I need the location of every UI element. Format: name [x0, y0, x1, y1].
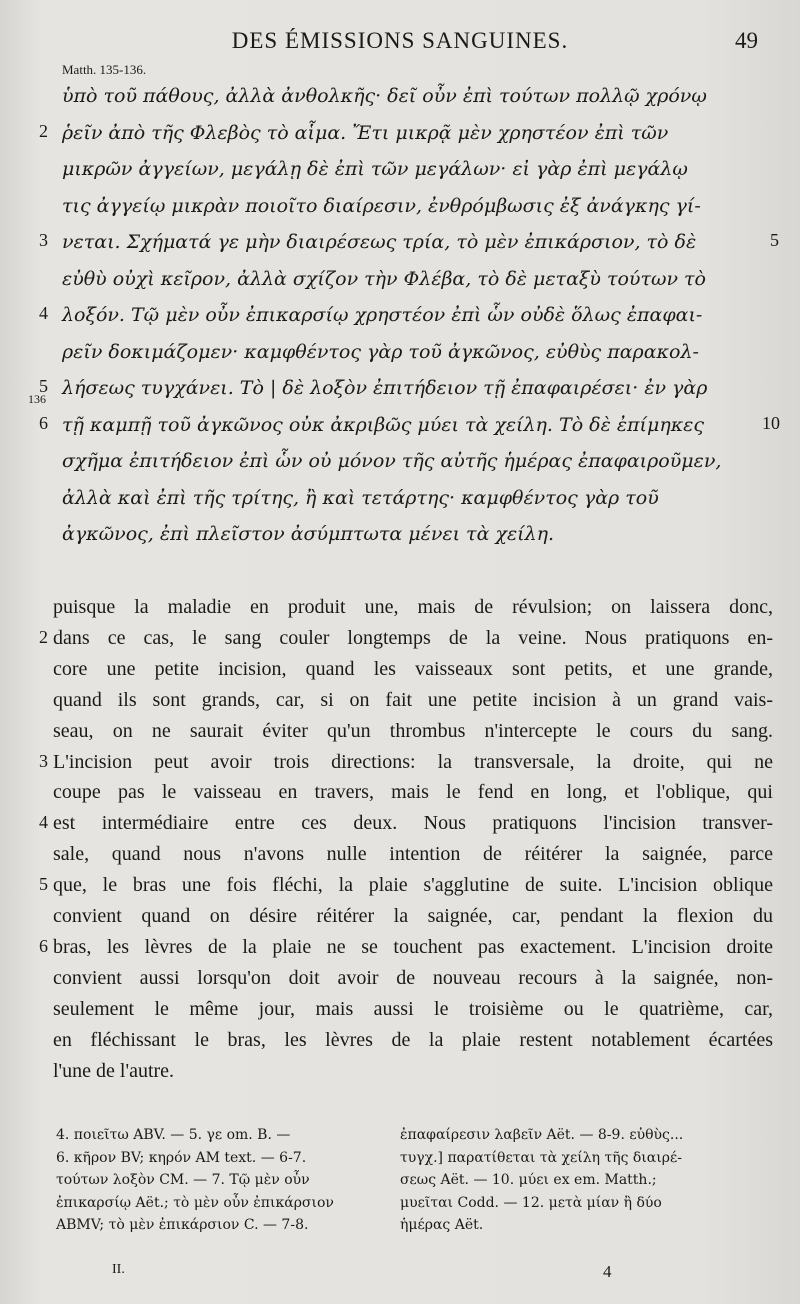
apparatus-note-line: 6. κῆρον BV; κηρόν AM text. — 6-7. — [56, 1149, 307, 1166]
french-line: dans ce cas, le sang couler longtemps de la veine. Nous pratiquons en- — [53, 626, 773, 649]
section-number: 5 — [39, 874, 48, 895]
french-line: L'incision peut avoir trois directions: la transversale, la droite, qui ne — [53, 750, 773, 773]
apparatus-note-line: ἐπαφαίρεσιν λαβεῖν Aët. — 8-9. εὐθὺς... — [400, 1127, 684, 1143]
apparatus-note-line: ἡμέρας Aët. — [400, 1217, 484, 1233]
greek-line: ἀγκῶνος, ἐπὶ πλεῖστον ἀσύμπτωτα μένει τὰ χείλη. — [62, 523, 555, 545]
french-line: sale, quand nous n'avons nulle intention de réitérer la saignée, parce — [53, 843, 773, 866]
french-line: bras, les lèvres de la plaie ne se touchent pas exactement. L'incision droite — [53, 935, 773, 958]
french-line: convient quand on désire réitérer la saignée, car, pendant la flexion du — [53, 905, 773, 927]
apparatus-note-line: σεως Aët. — 10. μύει ex em. Matth.; — [400, 1172, 657, 1188]
french-line: seulement le même jour, mais aussi le troisième ou le quatrième, car, — [53, 997, 773, 1020]
section-number: 4 — [39, 303, 48, 323]
matth-reference: Matth. 135-136. — [62, 62, 147, 77]
section-number: 4 — [39, 812, 48, 833]
greek-line: ὑπὸ τοῦ πάθους, ἀλλὰ ἀνθολκῆς· δεῖ οὖν ἐπὶ τούτων πολλῷ χρόνῳ — [62, 85, 707, 107]
apparatus-note-line: 4. ποιεῖτω ABV. — 5. γε om. B. — — [56, 1127, 291, 1143]
french-line: seau, on ne saurait éviter qu'un thrombus n'intercepte le cours du sang. — [53, 719, 773, 742]
greek-line: ἀλλὰ καὶ ἐπὶ τῆς τρίτης, ἢ καὶ τετάρτης· καμφθέντος γὰρ τοῦ — [62, 486, 659, 509]
section-number: 6 — [39, 935, 48, 956]
section-number: 3 — [39, 230, 48, 250]
apparatus-column-right — [400, 1124, 740, 1237]
greek-line: τις ἀγγείῳ μικρὰν ποιοῖτο διαίρεσιν, ἐνθρόμβωσις ἐξ ἀνάγκης γί- — [62, 194, 701, 217]
volume-signature: II. — [112, 1262, 125, 1277]
greek-line: νεται. Σχήματά γε μὴν διαιρέσεως τρία, τὸ μὲν ἐπικάρσιον, τὸ δὲ — [62, 231, 697, 253]
french-line: coupe pas le vaisseau en travers, mais le fend en long, et l'oblique, qui — [53, 781, 773, 804]
section-number: 136 — [28, 392, 46, 406]
french-line: quand ils sont grands, car, si on fait une petite incision à un grand vais- — [53, 688, 773, 711]
apparatus-note-line: τούτων λοξὸν CM. — 7. Τῷ μὲν οὖν — [56, 1172, 310, 1188]
page-number: 49 — [735, 28, 758, 53]
greek-line: ῥεῖν ἀπὸ τῆς Φλεβὸς τὸ αἷμα. Ἔτι μικρᾷ μὲν χρηστέον ἐπὶ τῶν — [62, 121, 669, 144]
line-count-number: 5 — [770, 230, 779, 250]
greek-line: μικρῶν ἀγγείων, μεγάλῃ δὲ ἐπὶ τῶν μεγάλων· εἰ γὰρ ἐπὶ μεγάλῳ — [62, 158, 688, 180]
french-line: est intermédiaire entre ces deux. Nous pratiquons l'incision transver- — [53, 812, 773, 835]
greek-line: τῇ καμπῇ τοῦ ἀγκῶνος οὐκ ἀκριβῶς μύει τὰ χείλη. Τὸ δὲ ἐπίμηκες — [62, 413, 705, 436]
french-line: puisque la maladie en produit une, mais de révulsion; on laissera donc, — [53, 596, 773, 618]
section-number: 6 — [39, 412, 48, 433]
apparatus-note-line: ἐπικαρσίῳ Aët.; τὸ μὲν οὖν ἐπικάρσιον — [56, 1194, 334, 1211]
greek-line: ρεῖν δοκιμάζομεν· καμφθέντος γὰρ τοῦ ἀγκῶνος, εὐθὺς παρακολ- — [62, 340, 699, 363]
section-number: 3 — [39, 750, 48, 771]
gathering-signature: 4 — [603, 1262, 612, 1281]
greek-line: εὐθὺ οὐχὶ κεῖρον, ἀλλὰ σχίζον τὴν Φλέβα, τὸ δὲ μεταξὺ τούτων τὸ — [62, 267, 706, 290]
apparatus-note-line: ABMV; τὸ μὲν ἐπικάρσιον C. — 7-8. — [56, 1217, 309, 1233]
french-line: convient aussi lorsqu'on doit avoir de nouveau recours à la saignée, non- — [53, 966, 773, 989]
french-line: en fléchissant le bras, les lèvres de la plaie restent notablement écartées — [53, 1028, 773, 1051]
apparatus-column-left — [56, 1124, 396, 1237]
french-line: l'une de l'autre. — [53, 1059, 175, 1082]
french-line: core une petite incision, quand les vaisseaux sont petits, et une grande, — [53, 657, 773, 680]
french-line: que, le bras une fois fléchi, la plaie s'agglutine de suite. L'incision oblique — [53, 874, 773, 897]
section-number: 5 — [39, 376, 48, 396]
greek-line: λοξόν. Τῷ μὲν οὖν ἐπικαρσίῳ χρηστέον ἐπὶ ὧν οὐδὲ ὅλως ἐπαφαι- — [62, 304, 703, 326]
greek-line: λήσεως τυγχάνει. Τὸ | δὲ λοξὸν ἐπιτήδειον τῇ ἐπαφαιρέσει· ἐν γὰρ — [62, 377, 708, 399]
section-number: 2 — [39, 120, 48, 141]
apparatus-note-line: μυεῖται Codd. — 12. μετὰ μίαν ἢ δύο — [400, 1194, 662, 1211]
line-count-number: 10 — [762, 412, 780, 433]
running-title: DES ÉMISSIONS SANGUINES. — [231, 28, 569, 53]
page-header — [0, 28, 800, 64]
section-number: 2 — [39, 626, 48, 647]
apparatus-note-line: τυγχ.] παρατίθεται τὰ χείλη τῆς διαιρέ- — [400, 1149, 682, 1166]
greek-line: σχῆμα ἐπιτήδειον ἐπὶ ὧν οὐ μόνον τῆς αὐτῆς ἡμέρας ἐπαφαιροῦμεν, — [62, 450, 722, 472]
